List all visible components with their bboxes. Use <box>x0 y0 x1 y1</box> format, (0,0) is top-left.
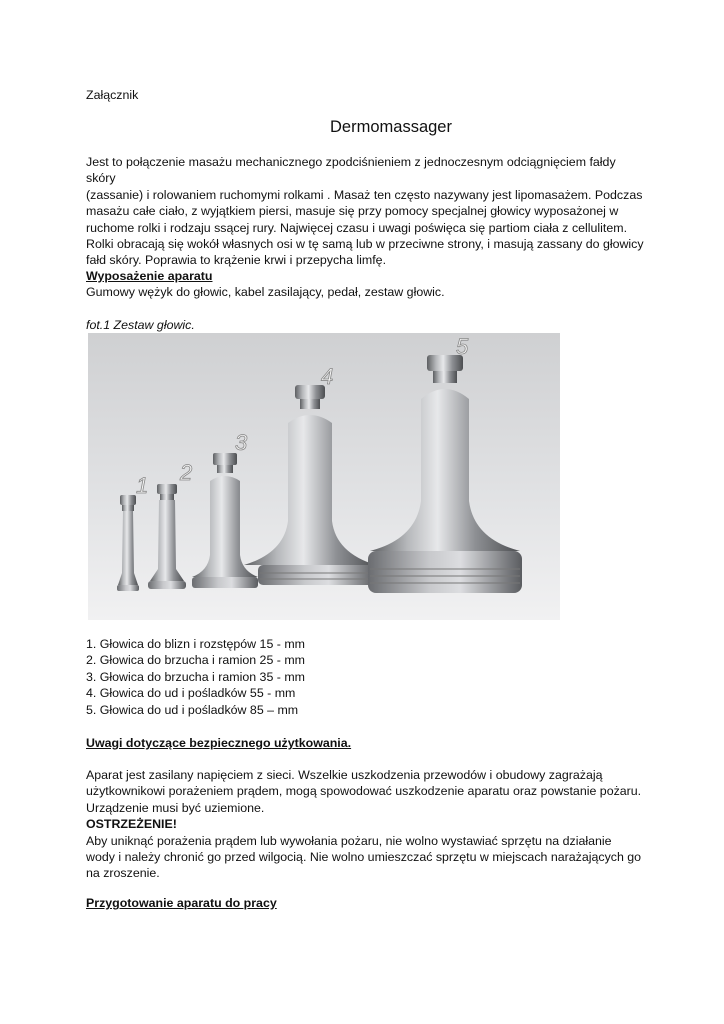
preparation-heading: Przygotowanie aparatu do pracy <box>86 896 277 910</box>
list-item: 2. Głowica do brzucha i ramion 25 - mm <box>86 653 305 668</box>
equipment-text: Gumowy wężyk do głowic, kabel zasilający, pedał, zestaw głowic. <box>86 285 445 299</box>
annex-label: Załącznik <box>86 88 139 102</box>
intro-paragraph <box>86 154 646 269</box>
massage-heads-photo <box>88 333 560 620</box>
equipment-heading: Wyposażenie aparatu <box>86 269 213 283</box>
list-item: 4. Głowica do ud i pośladków 55 - mm <box>86 686 296 701</box>
list-item: 3. Głowica do brzucha i ramion 35 - mm <box>86 669 305 684</box>
head-label: 3 <box>235 430 248 455</box>
heads-list <box>86 636 305 718</box>
photo-caption: fot.1 Zestaw głowic. <box>86 318 195 332</box>
intro-line: (zassanie) i rolowaniem ruchomymi rolkami . Masaż ten często nazywany jest lipomasażem. Podczas <box>86 187 643 202</box>
head-label: 1 <box>136 473 149 498</box>
intro-line: ruchome rolki i rodzaju ssącej rury. Najwięcej czasu i uwagi poświęca się partiom ciała z cellulitem. <box>86 220 628 235</box>
safety-line: Urządzenie musi być uziemione. <box>86 800 265 815</box>
safety-heading: Uwagi dotyczące bezpiecznego użytkowania. <box>86 736 352 750</box>
page-title: Dermomassager <box>330 118 452 136</box>
safety-paragraph <box>86 767 646 882</box>
list-item: 1. Głowica do blizn i rozstępów 15 - mm <box>86 637 305 651</box>
head-label: 4 <box>321 364 334 389</box>
safety-line: Aby uniknąć porażenia prądem lub wywołania pożaru, nie wolno wystawiać sprzętu na działanie <box>86 833 612 848</box>
intro-line: fałd skóry. Poprawia to krążenie krwi i przepycha limfę. <box>86 253 387 268</box>
safety-line: użytkownikowi porażeniem prądem, mogą spowodować uszkodzenie aparatu oraz powstanie pożaru. <box>86 784 642 799</box>
warning-label: OSTRZEŻENIE! <box>86 817 177 832</box>
list-item: 5. Głowica do ud i pośladków 85 – mm <box>86 702 299 717</box>
safety-line: wody i należy chronić go przed wilgocią. Nie wolno umieszczać sprzętu w miejscach narażających go <box>86 850 642 865</box>
intro-line: masażu całe ciało, z wyjątkiem piersi, masuje się przy pomocy specjalnej głowicy wyposażonej w <box>86 204 619 219</box>
intro-line: Rolki obracają się wokół własnych osi w tę samą lub w przeciwne strony, i masują zassany do głowicy <box>86 237 644 252</box>
head-label: 2 <box>180 460 193 485</box>
intro-line: Jest to połączenie masażu mechanicznego zpodciśnieniem z jednoczesnym odciągnięciem fałdy skóry <box>86 155 616 186</box>
head-label: 5 <box>456 334 469 359</box>
safety-line: na zroszenie. <box>86 866 160 881</box>
safety-line: Aparat jest zasilany napięciem z sieci. Wszelkie uszkodzenia przewodów i obudowy zagrażają <box>86 768 603 782</box>
